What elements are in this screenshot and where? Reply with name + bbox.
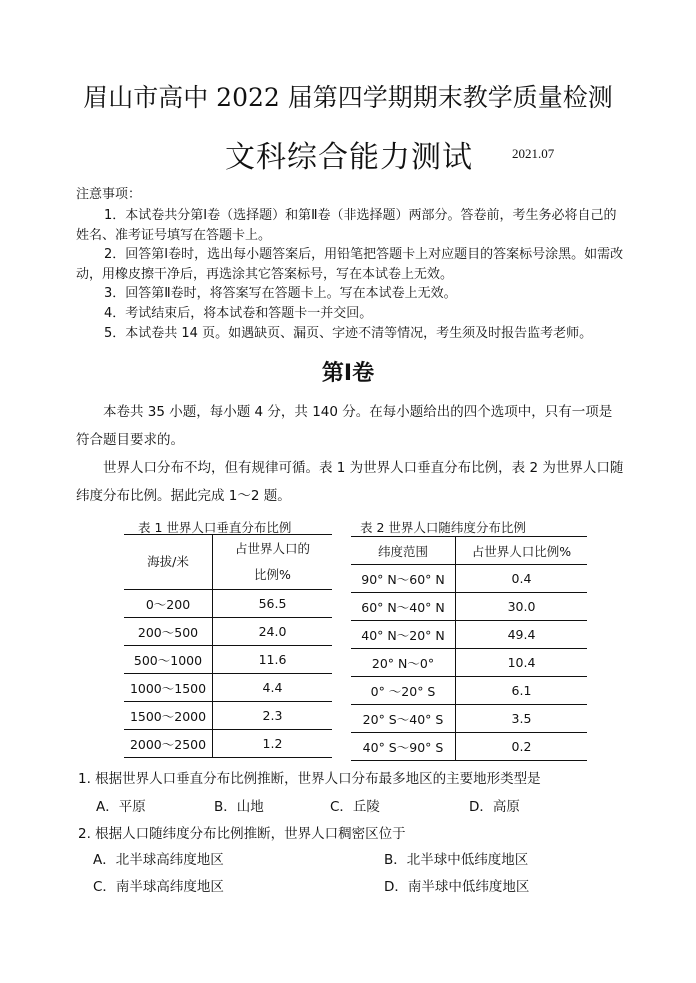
passage-text: 世界人口分布不均，但有规律可循。表 1 为世界人口垂直分布比例，表 2 为世界人口随纬度分布比例。据此完成 1～2 题。 <box>76 460 624 504</box>
note-item: 1．本试卷共分第Ⅰ卷（选择题）和第Ⅱ卷（非选择题）两部分。答卷前，考生务必将自己的姓名、准考证号填写在答题卡上。 <box>76 208 617 243</box>
table-row <box>351 565 587 593</box>
table-cell: 0.2 <box>456 733 588 761</box>
question-1-option-a: A．平原 <box>96 799 146 815</box>
note-item: 4．考试结束后，将本试卷和答题卡一并交回。 <box>104 305 373 321</box>
table-cell: 56.5 <box>213 590 333 618</box>
question-1-option-c: C．丘陵 <box>330 799 380 815</box>
table-cell: 200～500 <box>124 618 213 646</box>
question-1-option-d: D．高原 <box>469 799 520 815</box>
question-2-option-c: C．南半球高纬度地区 <box>93 879 224 895</box>
table-cell: 3.5 <box>456 705 588 733</box>
section-instructions: 本卷共 35 小题，每小题 4 分，共 140 分。在每小题给出的四个选项中，只有一项是符合题目要求的。 <box>76 404 613 448</box>
table-row <box>351 677 587 705</box>
table2-caption: 表 2 世界人口随纬度分布比例 <box>360 520 526 535</box>
table-cell: 1500～2000 <box>124 702 213 730</box>
header-line: 比例% <box>254 567 291 582</box>
table-population-latitude <box>351 536 587 761</box>
notes-list <box>76 206 624 343</box>
table-cell: 1.2 <box>213 730 333 758</box>
table-cell: 90° N～60° N <box>351 565 456 593</box>
table-population-altitude <box>124 534 332 758</box>
header-cell: 纬度范围 <box>351 537 456 565</box>
notes-title: 注意事项： <box>76 187 142 202</box>
question-2-text: 2. 根据人口随纬度分布比例推断，世界人口稠密区位于 <box>78 826 406 842</box>
table-row <box>351 705 587 733</box>
table-cell: 6.1 <box>456 677 588 705</box>
table-cell: 20° N～0° <box>351 649 456 677</box>
table-cell: 40° S～90° S <box>351 733 456 761</box>
table-header-row <box>351 537 587 565</box>
table-row <box>124 702 332 730</box>
table-cell: 49.4 <box>456 621 588 649</box>
header-cell: 海拔/米 <box>124 535 213 590</box>
table-cell: 0° ～20° S <box>351 677 456 705</box>
table-cell: 0.4 <box>456 565 588 593</box>
exam-subtitle: 文科综合能力测试 <box>225 140 473 175</box>
question-2-option-a: A．北半球高纬度地区 <box>93 852 224 868</box>
table-row <box>351 621 587 649</box>
note-item: 3．回答第Ⅱ卷时，将答案写在答题卡上。写在本试卷上无效。 <box>104 286 457 302</box>
table-row <box>124 590 332 618</box>
table-header-row <box>124 535 332 590</box>
table-cell: 0～200 <box>124 590 213 618</box>
question-2-option-d: D．南半球中低纬度地区 <box>384 879 530 895</box>
table-row <box>351 593 587 621</box>
question-1-option-b: B．山地 <box>214 799 264 815</box>
question-1-text: 1. 根据世界人口垂直分布比例推断，世界人口分布最多地区的主要地形类型是 <box>78 771 541 787</box>
table-cell: 20° S～40° S <box>351 705 456 733</box>
note-item: 2．回答第Ⅰ卷时，选出每小题答案后，用铅笔把答题卡上对应题目的答案标号涂黑。如需改动，用橡皮擦干净后，再选涂其它答案标号，写在本试卷上无效。 <box>76 247 624 282</box>
table-row <box>124 674 332 702</box>
table-cell: 24.0 <box>213 618 333 646</box>
table-row <box>124 646 332 674</box>
table-row <box>351 733 587 761</box>
question-2-option-b: B．北半球中低纬度地区 <box>384 852 529 868</box>
table-cell: 4.4 <box>213 674 333 702</box>
volume-title: 第Ⅰ卷 <box>321 361 375 386</box>
table1-caption: 表 1 世界人口垂直分布比例 <box>138 520 292 535</box>
table-cell: 1000～1500 <box>124 674 213 702</box>
header-cell: 占世界人口比例% <box>456 537 588 565</box>
table-cell: 2000～2500 <box>124 730 213 758</box>
table-cell: 40° N～20° N <box>351 621 456 649</box>
header-cell <box>213 535 333 590</box>
table-cell: 30.0 <box>456 593 588 621</box>
exam-title: 眉山市高中 2022 届第四学期期末教学质量检测 <box>83 83 613 112</box>
section-intro <box>76 398 624 510</box>
table-cell: 10.4 <box>456 649 588 677</box>
table-cell: 500～1000 <box>124 646 213 674</box>
table-cell: 2.3 <box>213 702 333 730</box>
note-item: 5．本试卷共 14 页。如遇缺页、漏页、字迹不清等情况，考生须及时报告监考老师。 <box>104 325 593 341</box>
table-cell: 60° N～40° N <box>351 593 456 621</box>
exam-date: 2021.07 <box>512 146 555 161</box>
table-row <box>124 618 332 646</box>
table-row <box>124 730 332 758</box>
header-line: 占世界人口的 <box>234 541 310 556</box>
table-row <box>351 649 587 677</box>
table-cell: 11.6 <box>213 646 333 674</box>
